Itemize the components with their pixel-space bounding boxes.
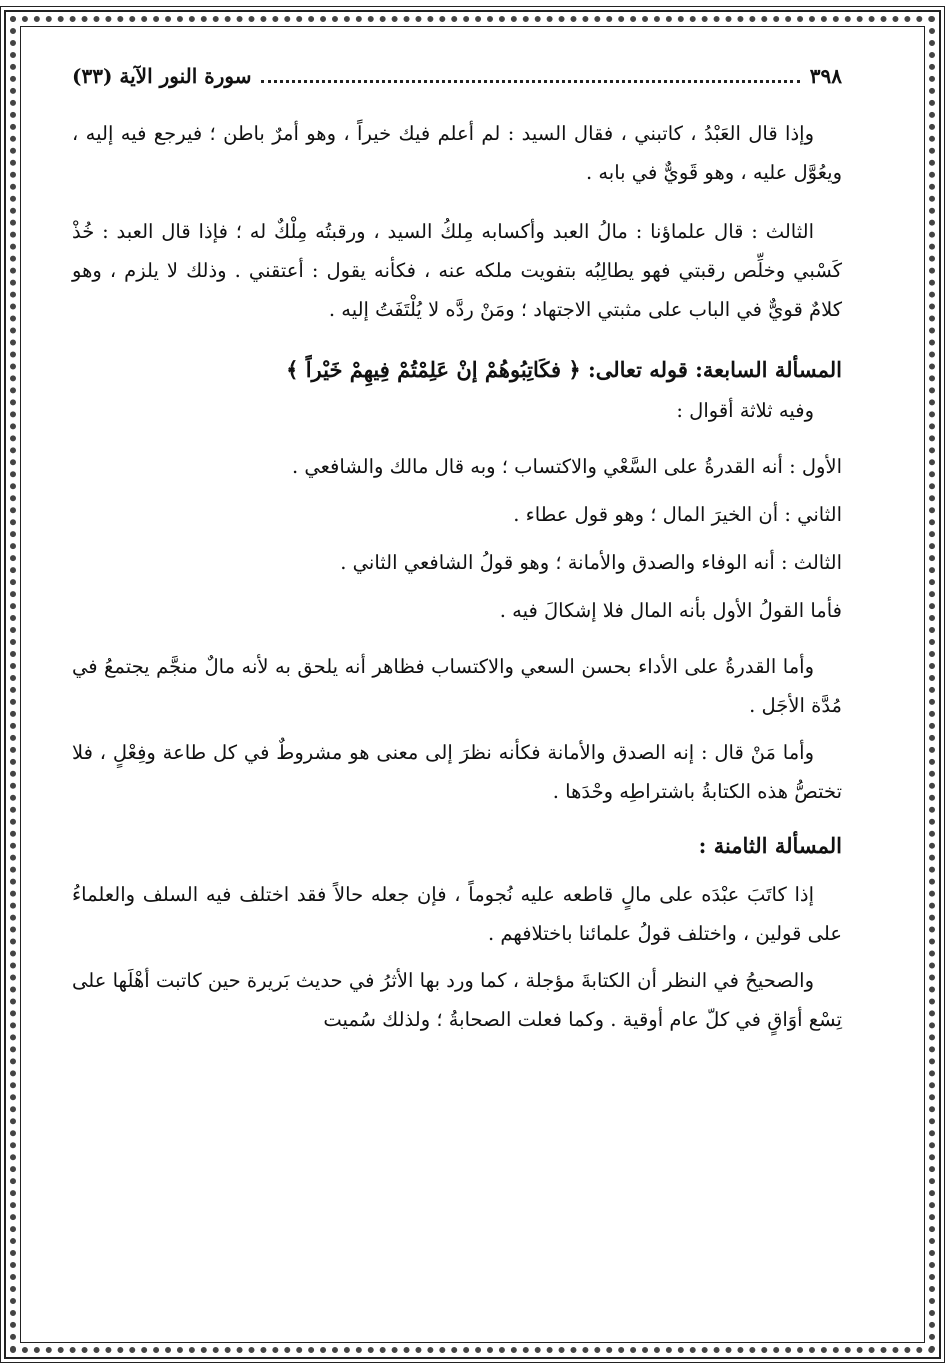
section-heading-seventh [72, 349, 842, 391]
opinion-item: الأول : أنه القدرةُ على السَّعْي والاكتساب ؛ وبه قال مالك والشافعي . [291, 455, 842, 478]
section-heading-eighth: المسألة الثامنة : [698, 833, 842, 858]
quran-verse: ﴿ فكَاتِبُوهُمْ إنْ عَلِمْتُمْ فِيهِمْ خَيْراً ﴾ [286, 357, 581, 382]
section-intro: وفيه ثلاثة أقوال : [676, 399, 814, 422]
chapter-title: سورة النور الآية (٣٣) [72, 64, 252, 88]
paragraph: وإذا قال العَبْدُ ، كاتبني ، فقال السيد : لم أعلم فيك خيراً ، وهو أمرٌ باطن ؛ فيرجع فيه إليه ، ويعُوَّل عليه ، وهو قَويٌّ في بابه . [72, 122, 842, 184]
paragraph: إذا كاتَبَ عبْدَه على مالٍ قاطعه عليه نُجوماً ، فإن جعله حالاً فقد اختلف فيه السلف والعلماءُ على قولين ، واختلف قولُ علمائنا باختلافهم . [72, 883, 842, 945]
paragraph: والصحيحُ في النظر أن الكتابةَ مؤجلة ، كما ورد بها الأثرُ في حديث بَريرة حين كاتبت أهْلَها على تِسْع أوَاقٍ في كلّ عام أوقية . وكما فعلت الصحابةُ ؛ ولذلك سُميت [72, 969, 842, 1031]
header-dotted-leader [261, 79, 799, 83]
opinion-item: الثاني : أن الخيرَ المال ؛ وهو قول عطاء . [513, 503, 842, 526]
paragraph: الثالث : قال علماؤنا : مالُ العبد وأكسابه مِلكُ السيد ، ورقبتُه مِلْكٌ له ؛ فإذا قال العبد : خُذْ كَسْبي وخلِّص رقبتي فهو يطالِبُه بتفويت ملكه عنه ، فكأنه يقول : أعتقني . وذلك لا يلزم ، وهو كلامٌ قويٌّ في الباب على مثبتي الاجتهاد ؛ ومَنْ ردَّه لا يُلْتَفَتُ إليه . [72, 220, 842, 321]
opinion-item: فأما القولُ الأول بأنه المال فلا إشكالَ فيه . [499, 599, 842, 622]
running-header [72, 64, 842, 106]
page-number: ٣٩٨ [809, 64, 842, 88]
book-page [72, 64, 842, 1039]
paragraph: وأما القدرةُ على الأداء بحسن السعي والاكتساب فظاهر أنه يلحق به لأنه مالٌ منجَّم يجتمعُ في مُدَّة الأجَل . [72, 655, 842, 717]
opinion-item: الثالث : أنه الوفاء والصدق والأمانة ؛ وهو قولُ الشافعي الثاني . [340, 551, 842, 574]
heading-label: المسألة السابعة: قوله تعالى: [587, 357, 842, 382]
paragraph: وأما مَنْ قال : إنه الصدق والأمانة فكأنه نظرَ إلى معنى هو مشروطٌ في كل طاعة وفِعْلٍ ، فلا تختصُّ هذه الكتابةُ باشتراطِه وحْدَها . [72, 741, 842, 803]
